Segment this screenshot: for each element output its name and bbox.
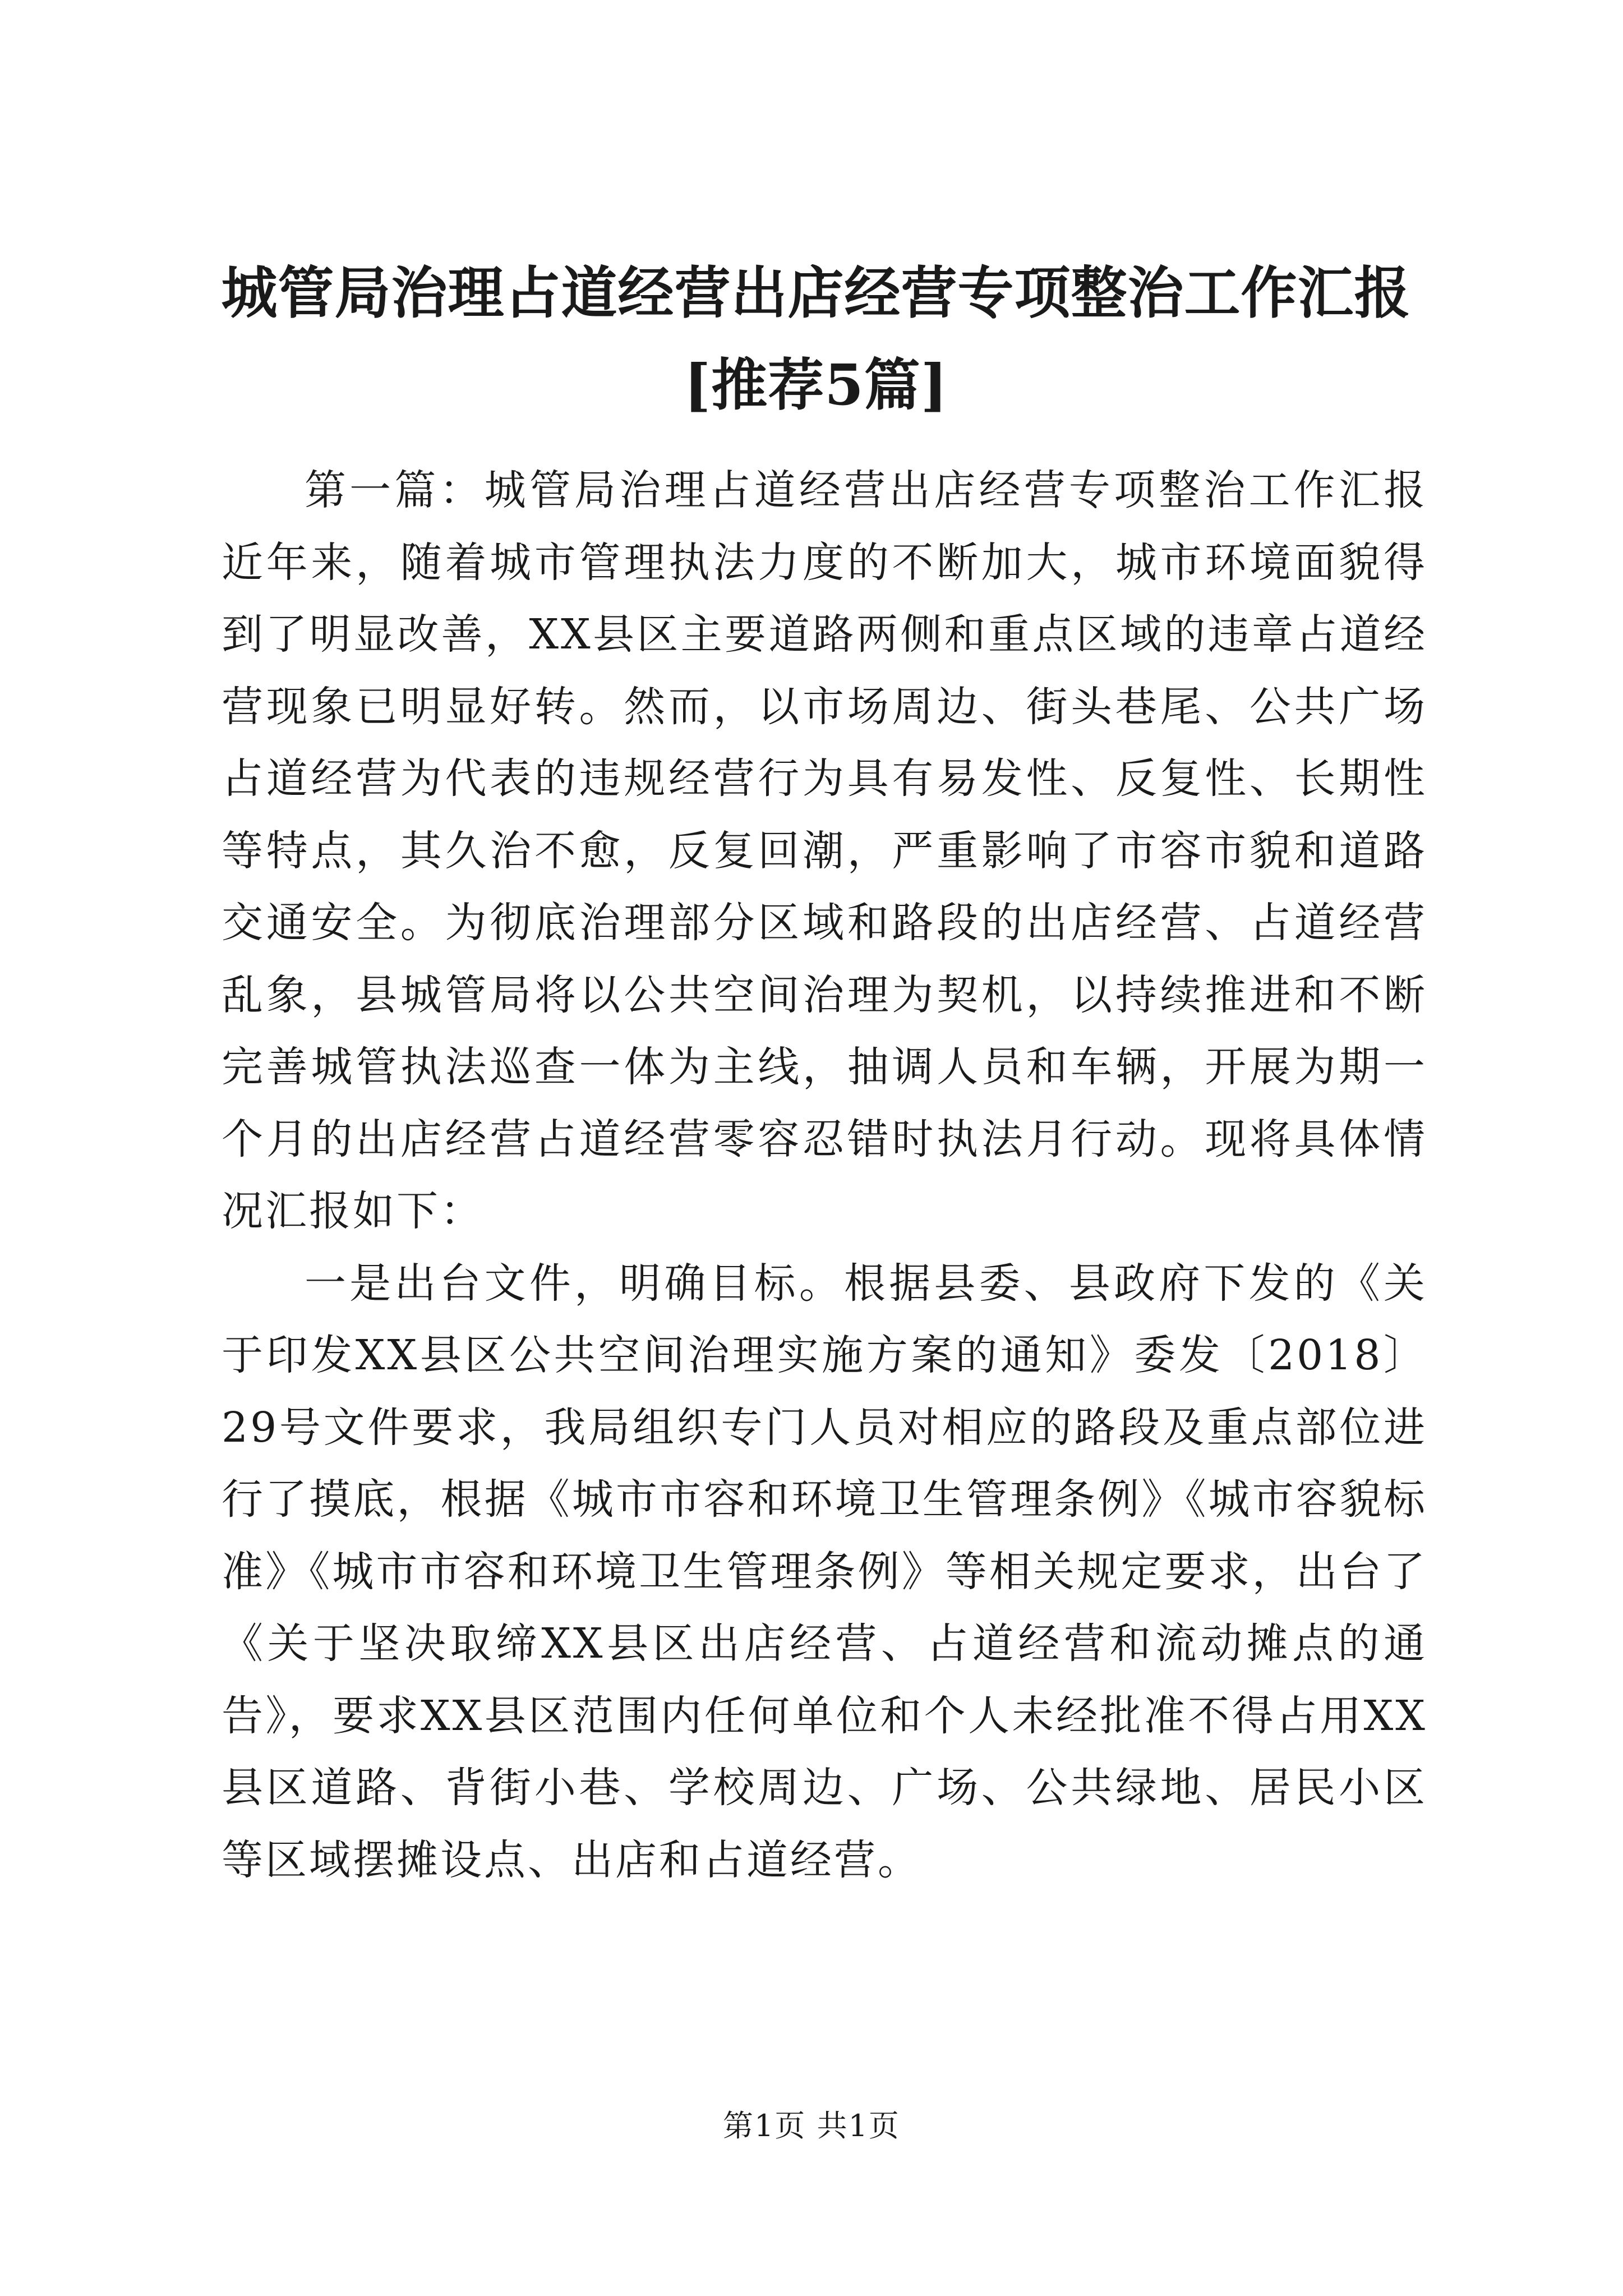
document-body <box>222 454 1427 1896</box>
page-number-footer: 第1页 共1页 <box>723 2108 900 2143</box>
paragraph: 第一篇：城管局治理占道经营出店经营专项整治工作汇报近年来，随着城市管理执法力度的不断加大，城市环境面貌得到了明显改善，XX县区主要道路两侧和重点区域的违章占道经营现象已明显好转。然而，以市场周边、街头巷尾、公共广场占道经营为代表的违规经营行为具有易发性、反复性、长期性等特点，其久治不愈，反复回潮，严重影响了市容市貌和道路交通安全。为彻底治理部分区域和路段的出店经营、占道经营乱象，县城管局将以公共空间治理为契机，以持续推进和不断完善城管执法巡查一体为主线，抽调人员和车辆，开展为期一个月的出店经营占道经营零容忍错时执法月行动。现将具体情况汇报如下： <box>222 466 1427 1235</box>
document-title: 城管局治理占道经营出店经营专项整治工作汇报[推荐5篇] <box>221 260 1411 418</box>
paragraph: 一是出台文件，明确目标。根据县委、县政府下发的《关于印发XX县区公共空间治理实施方案的通知》委发〔2018〕29号文件要求，我局组织专门人员对相应的路段及重点部位进行了摸底，根据《城市市容和环境卫生管理条例》《城市容貌标准》《城市市容和环境卫生管理条例》等相关规定要求，出台了《关于坚决取缔XX县区出店经营、占道经营和流动摊点的通告》，要求XX县区范围内任何单位和个人未经批准不得占用XX县区道路、背街小巷、学校周边、广场、公共绿地、居民小区等区域摆摊设点、出店和占道经营。 <box>222 1259 1427 1884</box>
